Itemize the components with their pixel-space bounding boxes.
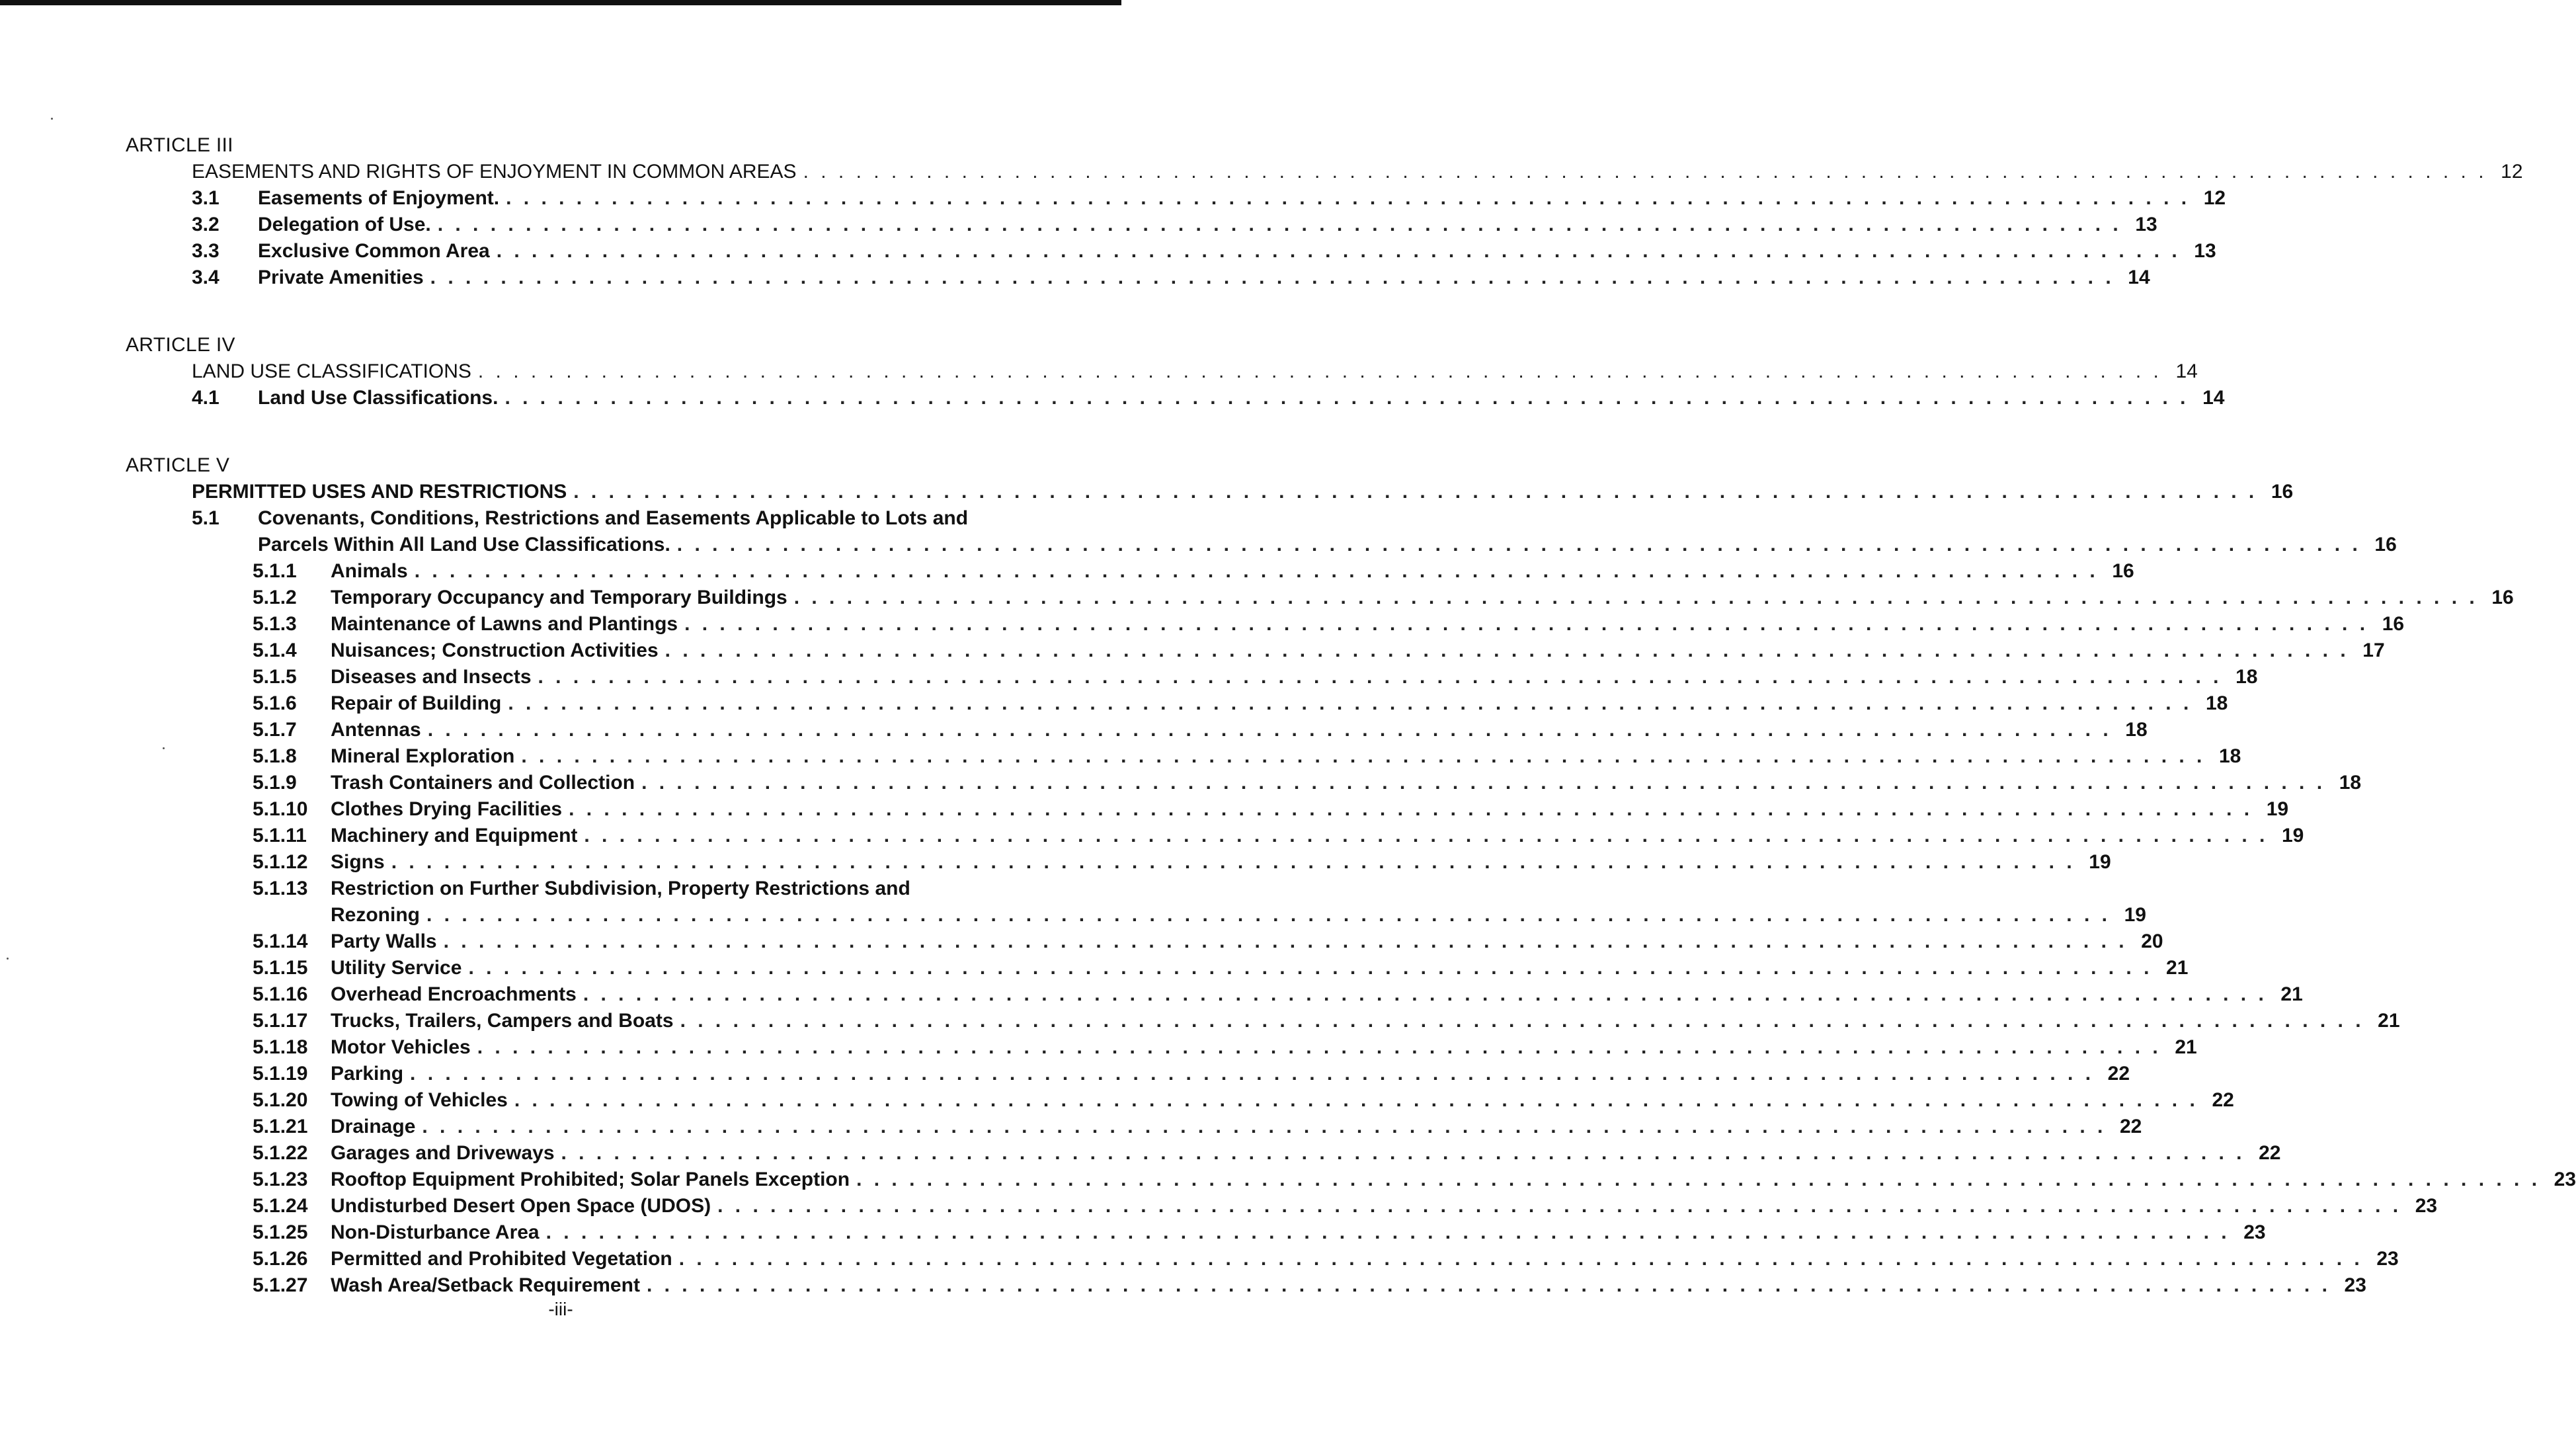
dot-leader: . . . . . . . . . . . . . . . . . . . . . . . . . . . . . . . . . . . . . . . . . . . . . . . . . . . . . . . . . . . . . . . . . . . . . . . . . . . . . . . . . . . . . . . . . . . . . . . .	[426, 904, 2111, 926]
article-spacer	[126, 291, 988, 332]
subsection-entry	[126, 823, 2304, 849]
dot-leader: . . . . . . . . . . . . . . . . . . . . . . . . . . . . . . . . . . . . . . . . . . . . . . . . . . . . . . . . . . . . . . . . . . . . . . . . . . . . . . . . . . . . . . . . . . . . . . . .	[583, 983, 2267, 1005]
section-title: Wash Area/Setback Requirement	[331, 1274, 640, 1296]
subsection-entry	[126, 928, 2163, 955]
dot-leader: . . . . . . . . . . . . . . . . . . . . . . . . . . . . . . . . . . . . . . . . . . . . . . . . . . . . . . . . . . . . . . . . . . . . . . . . . . . . . . . . . . . . . . . . . . . . . . . .	[561, 1142, 2245, 1164]
section-title: Animals	[331, 560, 408, 582]
section-number: 3.2	[192, 214, 220, 235]
section-number: 5.1.1	[253, 560, 297, 582]
page-reference: 13	[2135, 214, 2157, 235]
article-title-entry	[126, 159, 2523, 185]
section-title: Non-Disturbance Area	[331, 1221, 540, 1243]
section-title: Rezoning	[331, 904, 420, 926]
section-title: Parking	[331, 1063, 404, 1085]
dot-leader: . . . . . . . . . . . . . . . . . . . . . . . . . . . . . . . . . . . . . . . . . . . . . . . . . . . . . . . . . . . . . . . . . . . . . . . . . . . . . . . . . . . . . . . . . . . . . . . .	[521, 745, 2206, 767]
section-title: Diseases and Insects	[331, 666, 532, 688]
subsection-entry	[126, 796, 2289, 823]
dot-leader: . . . . . . . . . . . . . . . . . . . . . . . . . . . . . . . . . . . . . . . . . . . . . . . . . . . . . . . . . . . . . . . . . . . . . . . . . . . . . . . . . . . . . . . . . . . . . . . .	[496, 240, 2181, 262]
subsection-entry	[126, 690, 2228, 717]
section-title: Private Amenities	[258, 267, 424, 288]
section-number: 5.1.9	[253, 772, 297, 794]
dot-leader: . . . . . . . . . . . . . . . . . . . . . . . . . . . . . . . . . . . . . . . . . . . . . . . . . . . . . . . . . . . . . . . . . . . . . . . . . . . . . . . . . . . . . . . . . . . . . . . .	[443, 930, 2128, 952]
dot-leader: . . . . . . . . . . . . . . . . . . . . . . . . . . . . . . . . . . . . . . . . . . . . . . . . . . . . . . . . . . . . . . . . . . . . . . . . . . . . . . . . . . . . . . . . . . . . . . . .	[414, 560, 2099, 582]
section-number: 5.1.14	[253, 930, 308, 952]
section-number: 5.1.2	[253, 587, 297, 608]
section-number: 5.1.26	[253, 1248, 308, 1270]
article-title-entry	[126, 358, 2198, 385]
page-reference: 16	[2374, 534, 2397, 555]
section-title: Antennas	[331, 719, 421, 741]
subsection-entry	[126, 664, 2258, 690]
section-number: 5.1.25	[253, 1221, 308, 1243]
subsection-entry	[126, 1114, 2142, 1140]
section-title: Easements of Enjoyment.	[258, 187, 500, 209]
dot-leader: . . . . . . . . . . . . . . . . . . . . . . . . . . . . . . . . . . . . . . . . . . . . . . . . . . . . . . . . . . . . . . . . . . . . . . . . . . . . . . . . . . . . . . . . . . . . . . . .	[468, 957, 2153, 979]
dot-leader: . . . . . . . . . . . . . . . . . . . . . . . . . . . . . . . . . . . . . . . . . . . . . . . . . . . . . . . . . . . . . . . . . . . . . . . . . . . . . . . . . . . . . . . . . . . . . . . .	[477, 360, 2162, 382]
dot-leader: . . . . . . . . . . . . . . . . . . . . . . . . . . . . . . . . . . . . . . . . . . . . . . . . . . . . . . . . . . . . . . . . . . . . . . . . . . . . . . . . . . . . . . . . . . . . . . . .	[508, 692, 2193, 714]
section-entry	[126, 212, 2157, 238]
section-number: 5.1.20	[253, 1089, 308, 1111]
section-number: 5.1.8	[253, 745, 297, 767]
subsection-entry	[126, 1034, 2197, 1061]
section-entry	[126, 265, 2150, 291]
page-reference: 18	[2205, 692, 2228, 714]
dot-leader: . . . . . . . . . . . . . . . . . . . . . . . . . . . . . . . . . . . . . . . . . . . . . . . . . . . . . . . . . . . . . . . . . . . . . . . . . . . . . . . . . . . . . . . . . . . . . . . .	[427, 719, 2112, 741]
scan-edge-bar	[0, 0, 1121, 5]
article-heading: ARTICLE V	[126, 454, 230, 476]
subsection-entry	[126, 770, 2362, 796]
section-title: Maintenance of Lawns and Plantings	[331, 613, 678, 635]
section-title: Clothes Drying Facilities	[331, 798, 563, 820]
page-reference: 23	[2243, 1221, 2266, 1243]
subsection-entry	[126, 1008, 2400, 1034]
dot-leader: . . . . . . . . . . . . . . . . . . . . . . . . . . . . . . . . . . . . . . . . . . . . . . . . . . . . . . . . . . . . . . . . . . . . . . . . . . . . . . . . . . . . . . . . . . . . . . . .	[422, 1116, 2107, 1137]
page-reference: 13	[2194, 240, 2216, 262]
section-title: Garages and Driveways	[331, 1142, 555, 1164]
dot-leader: . . . . . . . . . . . . . . . . . . . . . . . . . . . . . . . . . . . . . . . . . . . . . . . . . . . . . . . . . . . . . . . . . . . . . . . . . . . . . . . . . . . . . . . . . . . . . . . .	[646, 1274, 2331, 1296]
section-entry	[126, 185, 2226, 212]
section-number: 5.1.24	[253, 1195, 308, 1217]
section-number: 5.1.16	[253, 983, 308, 1005]
subsection-entry	[126, 637, 2385, 664]
section-number: 5.1.4	[253, 639, 297, 661]
section-number: 5.1	[192, 507, 220, 529]
dot-leader: . . . . . . . . . . . . . . . . . . . . . . . . . . . . . . . . . . . . . . . . . . . . . . . . . . . . . . . . . . . . . . . . . . . . . . . . . . . . . . . . . . . . . . . . . . . . . . . .	[793, 587, 2478, 608]
subsection-entry	[126, 1140, 2281, 1167]
section-number: 5.1.17	[253, 1010, 308, 1032]
page-reference: 21	[2378, 1010, 2400, 1032]
dot-leader: . . . . . . . . . . . . . . . . . . . . . . . . . . . . . . . . . . . . . . . . . . . . . . . . . . . . . . . . . . . . . . . . . . . . . . . . . . . . . . . . . . . . . . . . . . . . . . . .	[680, 1010, 2364, 1032]
section-number: 5.1.5	[253, 666, 297, 688]
section-number: 5.1.3	[253, 613, 297, 635]
dot-leader: . . . . . . . . . . . . . . . . . . . . . . . . . . . . . . . . . . . . . . . . . . . . . . . . . . . . . . . . . . . . . . . . . . . . . . . . . . . . . . . . . . . . . . . . . . . . . . . .	[573, 481, 2258, 503]
dot-leader: . . . . . . . . . . . . . . . . . . . . . . . . . . . . . . . . . . . . . . . . . . . . . . . . . . . . . . . . . . . . . . . . . . . . . . . . . . . . . . . . . . . . . . . . . . . . . . . .	[803, 161, 2487, 183]
subsection-entry	[126, 611, 2405, 637]
subsection-entry	[126, 717, 2148, 743]
page-reference: 12	[2203, 187, 2226, 209]
subsection-entry	[126, 585, 2514, 611]
subsection-entry	[126, 558, 2134, 585]
page-reference: 14	[2128, 267, 2150, 288]
page-reference: 18	[2235, 666, 2258, 688]
page-reference: 22	[2120, 1116, 2142, 1137]
section-number: 4.1	[192, 387, 220, 409]
dot-leader: . . . . . . . . . . . . . . . . . . . . . . . . . . . . . . . . . . . . . . . . . . . . . . . . . . . . . . . . . . . . . . . . . . . . . . . . . . . . . . . . . . . . . . . . . . . . . . . .	[430, 267, 2114, 288]
section-title: Towing of Vehicles	[331, 1089, 508, 1111]
dot-leader: . . . . . . . . . . . . . . . . . . . . . . . . . . . . . . . . . . . . . . . . . . . . . . . . . . . . . . . . . . . . . . . . . . . . . . . . . . . . . . . . . . . . . . . . . . . . . . . .	[678, 1248, 2363, 1270]
subsection-entry	[126, 743, 2241, 770]
dot-leader: . . . . . . . . . . . . . . . . . . . . . . . . . . . . . . . . . . . . . . . . . . . . . . . . . . . . . . . . . . . . . . . . . . . . . . . . . . . . . . . . . . . . . . . . . . . . . . . .	[506, 187, 2191, 209]
toc-entry-first-line	[126, 876, 988, 902]
section-entry	[126, 238, 2216, 265]
dot-leader: . . . . . . . . . . . . . . . . . . . . . . . . . . . . . . . . . . . . . . . . . . . . . . . . . . . . . . . . . . . . . . . . . . . . . . . . . . . . . . . . . . . . . . . . . . . . . . . .	[569, 798, 2253, 820]
section-title: Party Walls	[331, 930, 437, 952]
dot-leader: . . . . . . . . . . . . . . . . . . . . . . . . . . . . . . . . . . . . . . . . . . . . . . . . . . . . . . . . . . . . . . . . . . . . . . . . . . . . . . . . . . . . . . . . . . . . . . . .	[684, 613, 2369, 635]
table-of-contents	[126, 132, 2576, 1299]
section-number: 5.1.12	[253, 851, 308, 873]
section-title: Exclusive Common Area	[258, 240, 490, 262]
page-reference: 18	[2339, 772, 2362, 794]
page-reference: 19	[2266, 798, 2289, 820]
toc-entry-first-line	[126, 505, 988, 532]
page-reference: 12	[2501, 161, 2523, 183]
section-title: Motor Vehicles	[331, 1036, 471, 1058]
subsection-entry	[126, 1219, 2266, 1246]
page-reference: 16	[2112, 560, 2134, 582]
subsection-entry	[126, 955, 2189, 981]
section-title: EASEMENTS AND RIGHTS OF ENJOYMENT IN COMMON AREAS	[192, 161, 797, 183]
section-number: 3.1	[192, 187, 220, 209]
section-title-line: Restriction on Further Subdivision, Property Restrictions and	[331, 878, 910, 899]
scan-speck	[51, 118, 53, 120]
section-number: 5.1.15	[253, 957, 308, 979]
subsection-entry	[126, 1087, 2234, 1114]
section-number: 5.1.18	[253, 1036, 308, 1058]
section-entry-continuation	[126, 532, 2397, 558]
section-number: 5.1.27	[253, 1274, 308, 1296]
article-spacer	[126, 411, 988, 452]
page-number-footer: -iii-	[548, 1299, 573, 1319]
page-reference: 22	[2212, 1089, 2234, 1111]
page-reference: 22	[2107, 1063, 2130, 1085]
page-reference: 18	[2219, 745, 2241, 767]
section-title: Nuisances; Construction Activities	[331, 639, 659, 661]
dot-leader: . . . . . . . . . . . . . . . . . . . . . . . . . . . . . . . . . . . . . . . . . . . . . . . . . . . . . . . . . . . . . . . . . . . . . . . . . . . . . . . . . . . . . . . . . . . . . . . .	[504, 387, 2189, 409]
page-reference: 19	[2089, 851, 2111, 873]
subsection-entry	[126, 849, 2111, 876]
section-title: Overhead Encroachments	[331, 983, 577, 1005]
page-reference: 14	[2202, 387, 2225, 409]
dot-leader: . . . . . . . . . . . . . . . . . . . . . . . . . . . . . . . . . . . . . . . . . . . . . . . . . . . . . . . . . . . . . . . . . . . . . . . . . . . . . . . . . . . . . . . . . . . . . . . .	[514, 1089, 2198, 1111]
article-heading: ARTICLE IV	[126, 334, 235, 356]
article-title-entry	[126, 479, 2294, 505]
dot-leader: . . . . . . . . . . . . . . . . . . . . . . . . . . . . . . . . . . . . . . . . . . . . . . . . . . . . . . . . . . . . . . . . . . . . . . . . . . . . . . . . . . . . . . . . . . . . . . . .	[641, 772, 2326, 794]
section-title: PERMITTED USES AND RESTRICTIONS	[192, 481, 567, 503]
subsection-entry	[126, 1246, 2399, 1272]
section-title: Land Use Classifications.	[258, 387, 499, 409]
section-title: Undisturbed Desert Open Space (UDOS)	[331, 1195, 711, 1217]
section-entry	[126, 385, 2225, 411]
subsection-entry	[126, 1193, 2438, 1219]
page-reference: 22	[2259, 1142, 2281, 1164]
page-reference: 20	[2141, 930, 2163, 952]
page-reference: 14	[2175, 360, 2198, 382]
dot-leader: . . . . . . . . . . . . . . . . . . . . . . . . . . . . . . . . . . . . . . . . . . . . . . . . . . . . . . . . . . . . . . . . . . . . . . . . . . . . . . . . . . . . . . . . . . . . . . . .	[391, 851, 2075, 873]
section-title: Drainage	[331, 1116, 416, 1137]
page-reference: 21	[2280, 983, 2303, 1005]
dot-leader: . . . . . . . . . . . . . . . . . . . . . . . . . . . . . . . . . . . . . . . . . . . . . . . . . . . . . . . . . . . . . . . . . . . . . . . . . . . . . . . . . . . . . . . . . . . . . . . .	[477, 1036, 2161, 1058]
dot-leader: . . . . . . . . . . . . . . . . . . . . . . . . . . . . . . . . . . . . . . . . . . . . . . . . . . . . . . . . . . . . . . . . . . . . . . . . . . . . . . . . . . . . . . . . . . . . . . . .	[437, 214, 2122, 235]
page-reference: 21	[2166, 957, 2189, 979]
dot-leader: . . . . . . . . . . . . . . . . . . . . . . . . . . . . . . . . . . . . . . . . . . . . . . . . . . . . . . . . . . . . . . . . . . . . . . . . . . . . . . . . . . . . . . . . . . . . . . . .	[545, 1221, 2230, 1243]
section-title: Utility Service	[331, 957, 462, 979]
dot-leader: . . . . . . . . . . . . . . . . . . . . . . . . . . . . . . . . . . . . . . . . . . . . . . . . . . . . . . . . . . . . . . . . . . . . . . . . . . . . . . . . . . . . . . . . . . . . . . . .	[664, 639, 2349, 661]
page-reference: 23	[2415, 1195, 2438, 1217]
section-title: Mineral Exploration	[331, 745, 515, 767]
dot-leader: . . . . . . . . . . . . . . . . . . . . . . . . . . . . . . . . . . . . . . . . . . . . . . . . . . . . . . . . . . . . . . . . . . . . . . . . . . . . . . . . . . . . . . . . . . . . . . . .	[410, 1063, 2095, 1085]
page-reference: 19	[2282, 825, 2304, 846]
page-reference: 23	[2376, 1248, 2399, 1270]
page-reference: 17	[2362, 639, 2385, 661]
section-number: 3.3	[192, 240, 220, 262]
subsection-entry	[126, 1167, 2576, 1193]
dot-leader: . . . . . . . . . . . . . . . . . . . . . . . . . . . . . . . . . . . . . . . . . . . . . . . . . . . . . . . . . . . . . . . . . . . . . . . . . . . . . . . . . . . . . . . . . . . . . . . .	[538, 666, 2222, 688]
page-reference: 18	[2125, 719, 2148, 741]
page-reference: 19	[2124, 904, 2146, 926]
section-number: 5.1.22	[253, 1142, 308, 1164]
article-heading: ARTICLE III	[126, 134, 233, 156]
section-number: 5.1.7	[253, 719, 297, 741]
section-number: 5.1.6	[253, 692, 297, 714]
section-number: 5.1.11	[253, 825, 307, 846]
section-title: Trash Containers and Collection	[331, 772, 635, 794]
section-title: Trucks, Trailers, Campers and Boats	[331, 1010, 674, 1032]
section-number: 5.1.10	[253, 798, 308, 820]
section-number: 5.1.21	[253, 1116, 308, 1137]
page-reference: 16	[2491, 587, 2514, 608]
section-number: 5.1.23	[253, 1169, 308, 1190]
subsection-entry-continuation	[126, 902, 2146, 928]
section-number: 3.4	[192, 267, 220, 288]
page-reference: 23	[2344, 1274, 2366, 1296]
dot-leader: . . . . . . . . . . . . . . . . . . . . . . . . . . . . . . . . . . . . . . . . . . . . . . . . . . . . . . . . . . . . . . . . . . . . . . . . . . . . . . . . . . . . . . . . . . . . . . . .	[856, 1169, 2541, 1190]
section-title: Temporary Occupancy and Temporary Buildings	[331, 587, 787, 608]
section-title-line: Covenants, Conditions, Restrictions and Easements Applicable to Lots and	[258, 507, 969, 529]
subsection-entry	[126, 981, 2303, 1008]
dot-leader: . . . . . . . . . . . . . . . . . . . . . . . . . . . . . . . . . . . . . . . . . . . . . . . . . . . . . . . . . . . . . . . . . . . . . . . . . . . . . . . . . . . . . . . . . . . . . . . .	[717, 1195, 2402, 1217]
dot-leader: . . . . . . . . . . . . . . . . . . . . . . . . . . . . . . . . . . . . . . . . . . . . . . . . . . . . . . . . . . . . . . . . . . . . . . . . . . . . . . . . . . . . . . . . . . . . . . . .	[584, 825, 2269, 846]
dot-leader: . . . . . . . . . . . . . . . . . . . . . . . . . . . . . . . . . . . . . . . . . . . . . . . . . . . . . . . . . . . . . . . . . . . . . . . . . . . . . . . . . . . . . . . . . . . . . . . .	[676, 534, 2361, 555]
section-title: Parcels Within All Land Use Classifications.	[258, 534, 670, 555]
page-reference: 16	[2382, 613, 2405, 635]
section-title: LAND USE CLASSIFICATIONS	[192, 360, 471, 382]
section-title: Repair of Building	[331, 692, 502, 714]
subsection-entry	[126, 1061, 2130, 1087]
scan-speck	[7, 958, 9, 960]
page-reference: 16	[2271, 481, 2294, 503]
subsection-entry	[126, 1272, 2366, 1299]
section-title: Machinery and Equipment	[331, 825, 578, 846]
page-reference: 23	[2554, 1169, 2576, 1190]
section-title: Signs	[331, 851, 385, 873]
section-title: Rooftop Equipment Prohibited; Solar Panels Exception	[331, 1169, 850, 1190]
section-number: 5.1.13	[253, 878, 308, 899]
section-title: Permitted and Prohibited Vegetation	[331, 1248, 672, 1270]
section-number: 5.1.19	[253, 1063, 308, 1085]
page-reference: 21	[2175, 1036, 2197, 1058]
section-title: Delegation of Use.	[258, 214, 431, 235]
